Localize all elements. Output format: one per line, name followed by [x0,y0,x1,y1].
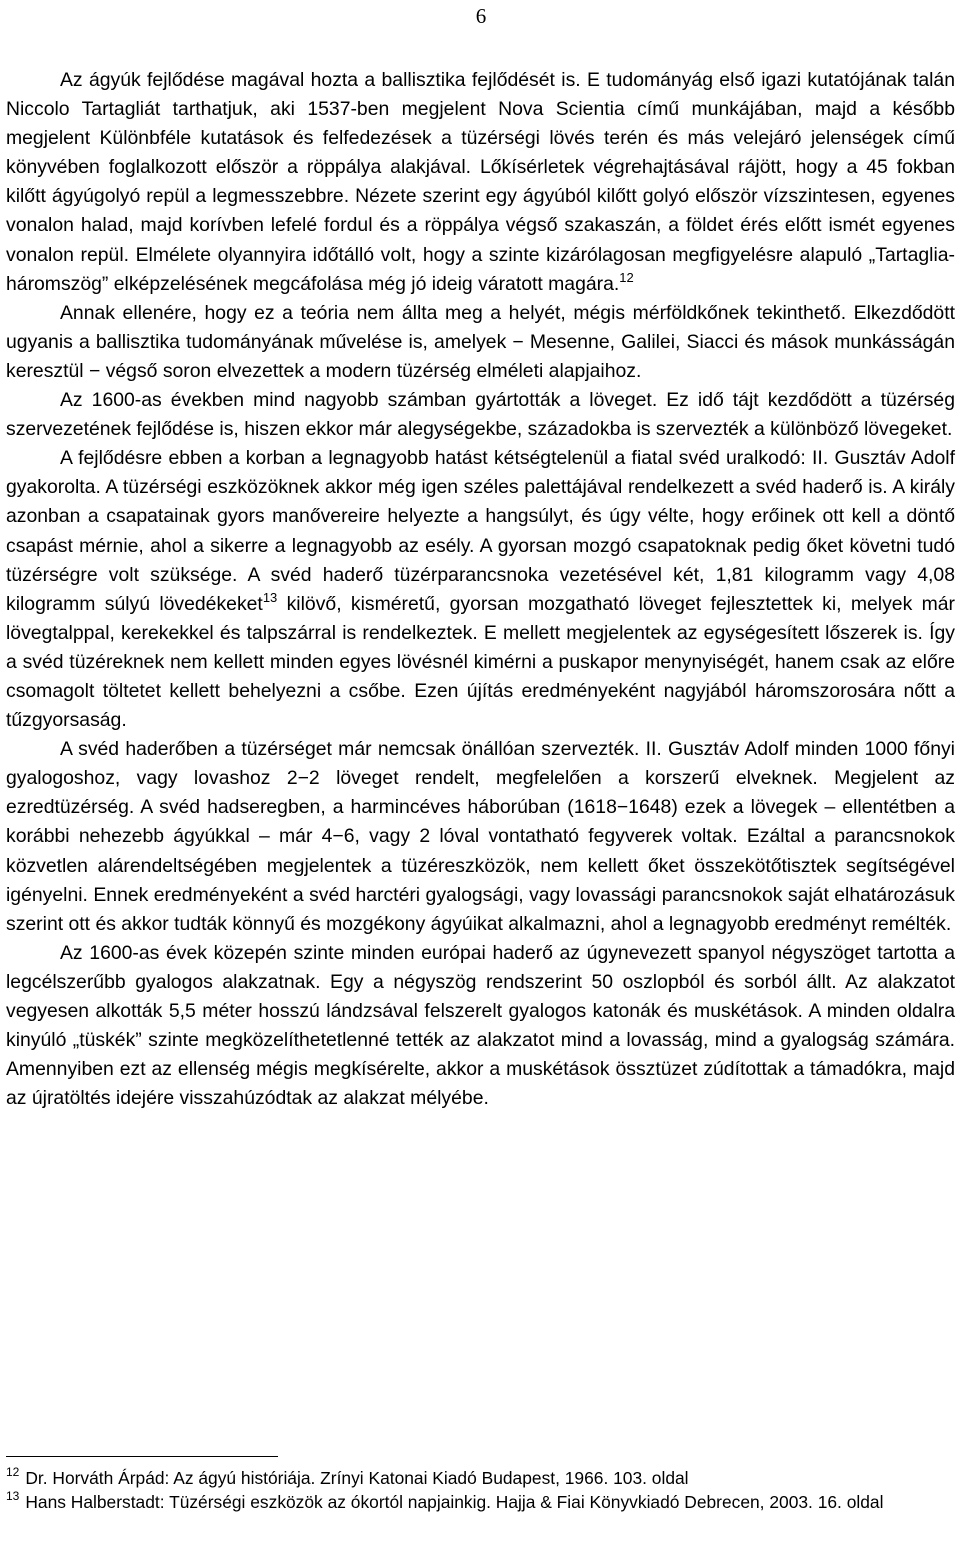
footnote-text: Dr. Horváth Árpád: Az ágyú históriája. Zrínyi Katonai Kiadó Budapest, 1966. 103. oldal [25,1468,689,1488]
footnote [6,1467,955,1491]
paragraph-text: Az 1600-as évek közepén szinte minden európai haderő az úgynevezett spanyol négyszöget tartotta a legcélszerűbb gyalogos alakzatnak. Egy a négyszög rendszerint 50 oszlopból és sorból állt. Az alakzatot vegyesen alkották 5,5 méter hosszú lándzsával felszerelt gyalogos katonák és muskétások. A minden oldalra kinyúló „tüskék” szinte megközelíthetetlenné tették az alakzatot mind a lovasság, mind a gyalogság számára. Amennyiben ezt az ellenség mégis megkísérelte, akkor a muskétások össztüzet zúdítottak a támadókra, majd az újratöltés idejére visszahúzódtak az alakzat mélyébe. [6,941,955,1110]
paragraph [6,66,955,299]
page-number: 6 [475,4,487,28]
footnote-separator [6,1456,278,1457]
paragraph-text: Annak ellenére, hogy ez a teória nem állta meg a helyét, mégis mérföldkőnek tekinthető. Elkezdődött ugyanis a ballisztika tudományának művelése is, amelyek − Mesenne, Galilei, Siacci és mások munkásságán keresztül − végső soron elvezettek a modern tüzérség elméleti alapjaihoz. [6,301,955,382]
body-text [6,66,955,1113]
paragraph [6,939,955,1114]
footnotes [6,1467,955,1514]
footnote-marker: 12 [6,1465,20,1479]
paragraph-text: Az 1600-as években mind nagyobb számban gyártották a löveget. Ez idő tájt kezdődött a tüzérség szervezetének fejlődése is, hiszen ekkor már alegységekbe, századokba is szervezték a különböző lövegeket. [6,389,955,441]
footnote-marker: 13 [6,1488,20,1503]
footnote-ref: 12 [619,269,634,285]
paragraph [6,299,955,386]
paragraph-text: A svéd haderőben a tüzérséget már nemcsak önállóan szervezték. II. Gusztáv Adolf minden 1000 főnyi gyalogoshoz, vagy lovashoz 2−2 löveget rendelt, megfelelően a korszerű elveknek. Megjelent az ezredtüzérség. A svéd hadseregben, a harmincéves háborúban (1618−1648) ezek a lövegek – ellentétben a korábbi nehezebb ágyúkkal – már 4−6, vagy 2 lóval vontatható fegyverek voltak. Ezáltal a parancsnokok közvetlen alárendeltségében megjelentek a tüzéreszközök, nem kellett őket összekötőtisztek segítségével igényelni. Ennek eredményeként a svéd harctéri gyalogsági, vagy lovassági parancsnokok saját elhatározásuk szerint ott és akkor tudták könnyű és mozgékony ágyúikat alkalmazni, ahol a legnagyobb eredményt remélték. [6,738,955,935]
paragraph-text: Az ágyúk fejlődése magával hozta a ballisztika fejlődését is. E tudományág első igazi kutatójának talán Niccolo Tartagliát tarthatjuk, aki 1537-ben megjelent Nova Scientia című munkájában, majd a később megjelent Különbféle kutatások és felfedezések a tüzérségi lövés terén és más velejáró jelenségek című könyvében foglalkozott először a röppálya alakjával. Lőkísérletek végrehajtásával rájött, hogy a 45 fokban kilőtt ágyúgolyó repül a legmesszebbre. Nézete szerint egy ágyúból kilőtt golyó először vízszintesen, egyenes vonalon halad, majd korívben lefelé fordul és a röppálya végső szakaszán, a földet érés előtt ismét egyenes vonalon repül. Elmélete olyannyira időtálló volt, hogy a szinte kizárólagosan megfigyelésre alapuló „Tartaglia-háromszög” elképzelésének megcáfolása még jó ideig váratott magára. [6,69,955,295]
paragraph [6,735,955,939]
paragraph-text: kilövő, kisméretű, gyorsan mozgatható löveget fejlesztettek ki, melyek már lövegtalppal, kerekekkel és talpszárral is rendelkeztek. E mellett megjelentek az egységesített lőszerek is. Így a svéd tüzéreknek nem kellett minden egyes lövésnél kimérni a puskapor menynyiségét, hanem csak az előre csomagolt töltetet kellett behelyezni a csőbe. Ezen újítás eredményeként nagyjából háromszorosára nőtt a tűzgyorsaság. [6,592,955,732]
paragraph-text: A fejlődésre ebben a korban a legnagyobb hatást kétségtelenül a fiatal svéd uralkodó: II. Gusztáv Adolf gyakorolta. A tüzérségi eszközöknek akkor még igen széles palettájával rendelkezett a svéd haderő is. A király azonban a csapatainak gyors manővereire helyezte a hangsúlyt, és úgy vélte, hogy erőinek ott kell a döntő csapást mérnie, ahol a sikerre a legnagyobb az esély. A gyorsan mozgó csapatoknak pedig őket követni tudó tüzérségre volt szüksége. A svéd haderő tüzérparancsnoka vezetésével két, 1,81 kilogramm vagy 4,08 kilogramm súlyú lövedékeket [6,447,955,615]
footnote-ref: 13 [262,589,278,605]
footnote-text: Hans Halberstadt: Tüzérségi eszközök az ókortól napjainkig. Hajja & Fiai Könyvkiadó Debrecen, 2003. 16. oldal [25,1491,884,1512]
footnote [6,1488,955,1515]
paragraph [6,444,955,735]
paragraph [6,386,955,444]
